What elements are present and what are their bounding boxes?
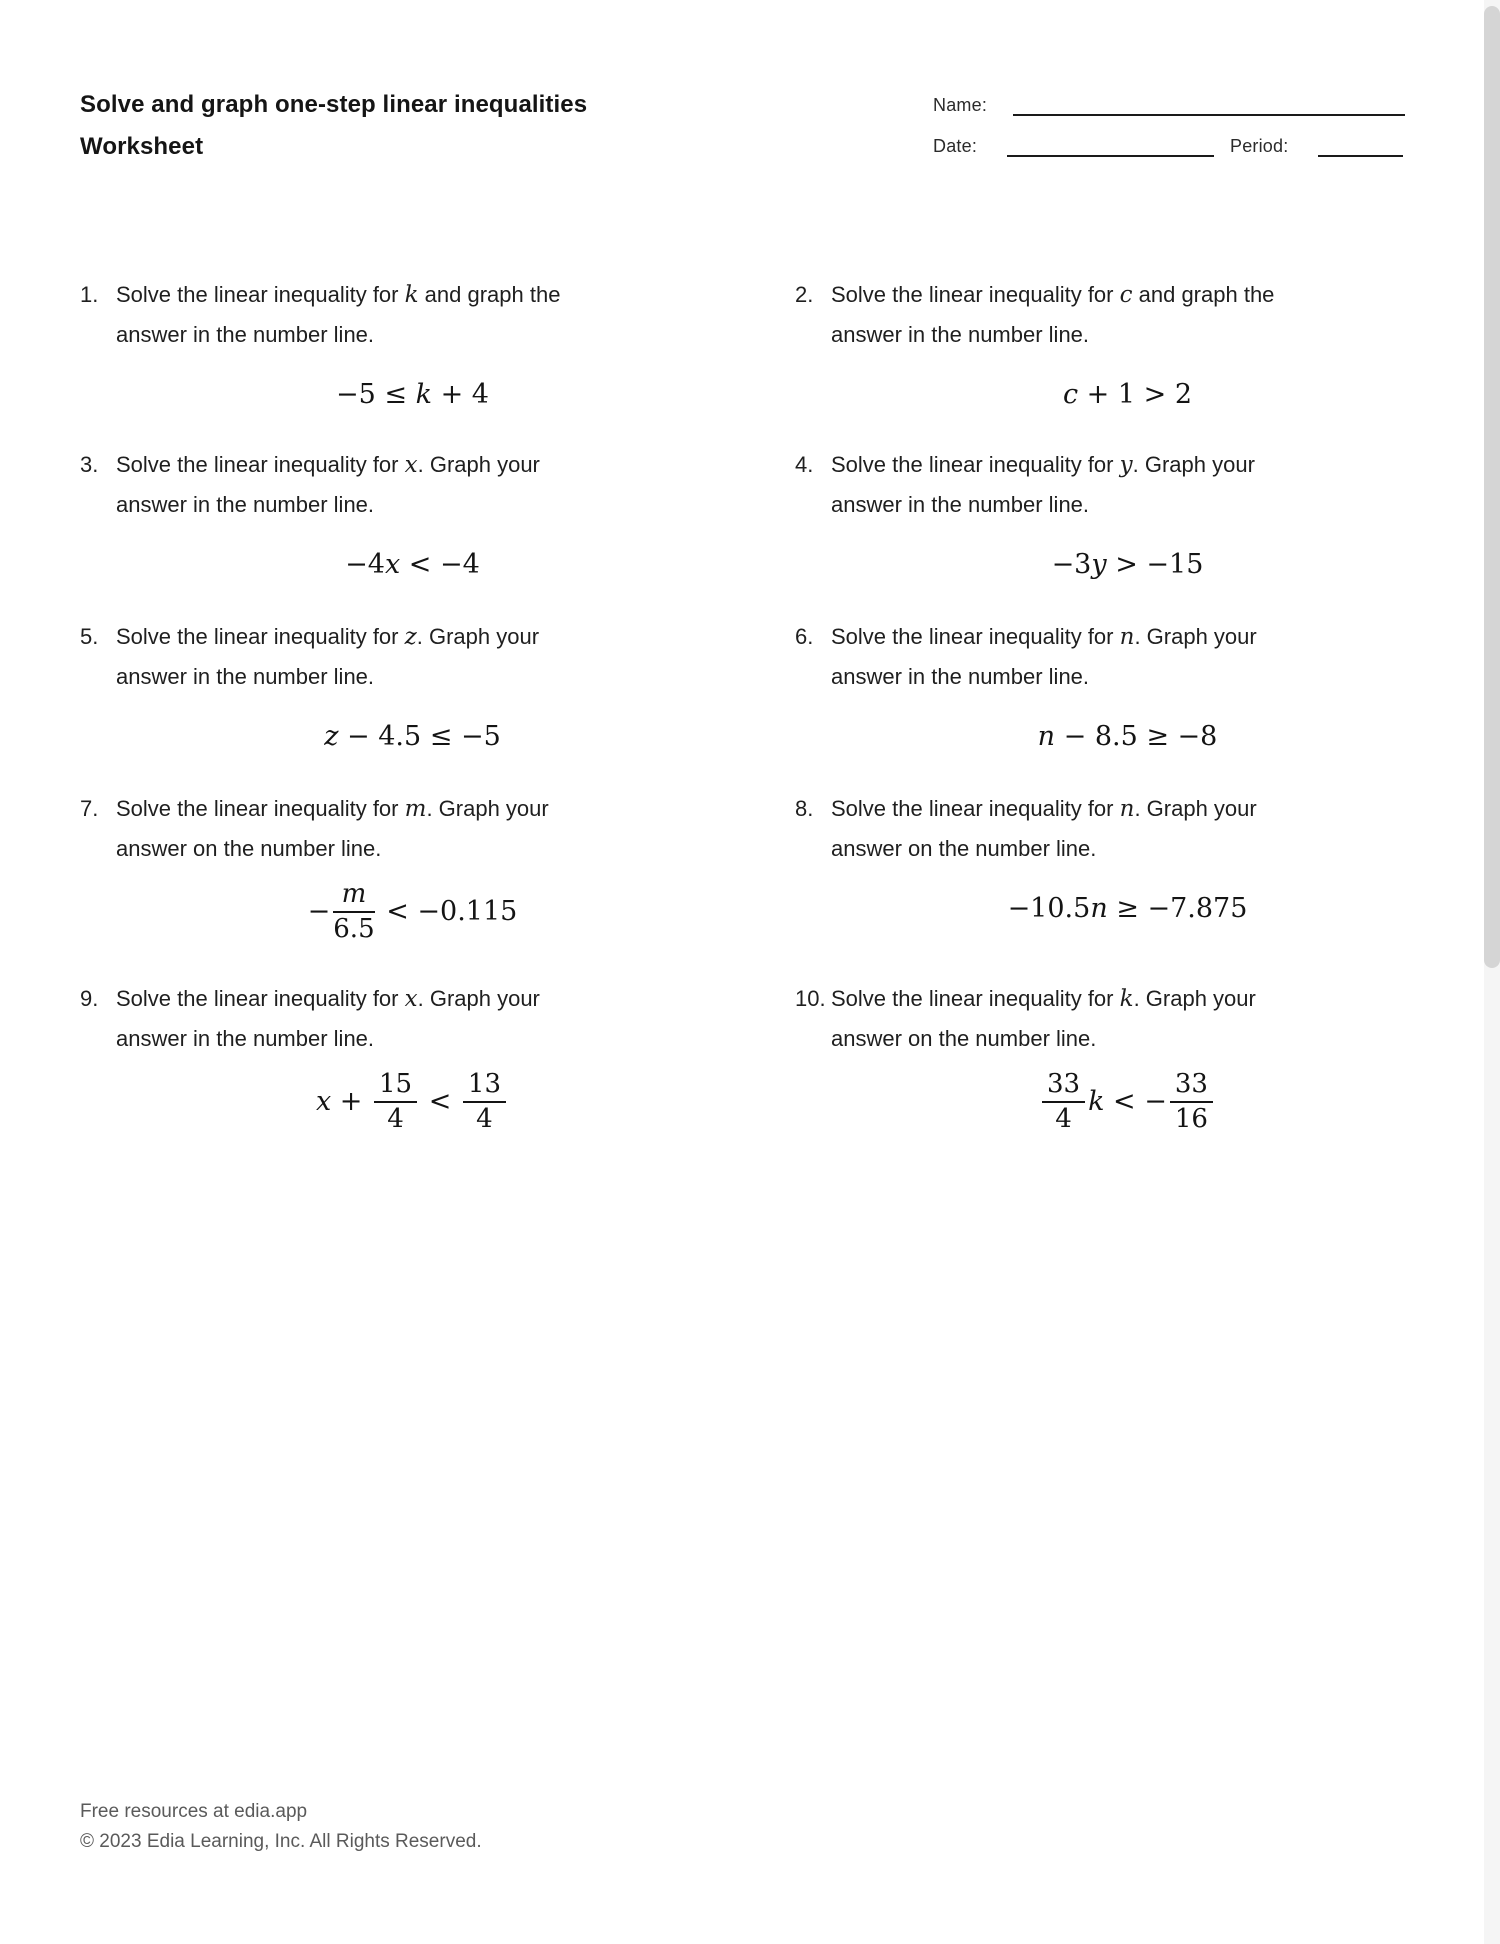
math-text: − 8.5 ≥ −8 [1055, 721, 1218, 752]
math-text: + 1 > 2 [1078, 379, 1193, 410]
prompt-text: answer in the number line. [116, 664, 375, 689]
problem-item [795, 979, 1460, 1135]
math-text: ≥ −7.875 [1107, 893, 1248, 924]
problem-prompt [116, 445, 745, 525]
problem-prompt [116, 617, 745, 697]
fraction [463, 1071, 506, 1134]
prompt-text: and graph the [1132, 282, 1275, 307]
math-variable: k [404, 282, 419, 308]
math-text: < − [1104, 1085, 1167, 1117]
prompt-text: Solve the linear inequality for [831, 282, 1120, 307]
math-variable: k [1088, 1085, 1105, 1117]
math-text: < −0.115 [377, 895, 518, 927]
problem-head [80, 617, 745, 697]
problem-number: 4. [795, 452, 814, 477]
problem-item [795, 617, 1460, 789]
problem-number: 10. [795, 986, 826, 1011]
period-label: Period: [1230, 136, 1289, 156]
prompt-text: . Graph your [1132, 452, 1255, 477]
math-variable: k [1119, 986, 1134, 1012]
prompt-text: answer in the number line. [831, 492, 1090, 517]
problem-number: 6. [795, 624, 814, 649]
math-variable: n [1119, 624, 1135, 650]
math-variable: n [1119, 796, 1135, 822]
problem-head [80, 979, 745, 1059]
prompt-text: Solve the linear inequality for [116, 452, 405, 477]
prompt-text: and graph the [418, 282, 561, 307]
prompt-text: . Graph your [1134, 796, 1257, 821]
math-text: −3 [1051, 549, 1092, 580]
fraction [1042, 1071, 1085, 1134]
math-variable: x [404, 986, 418, 1012]
math-variable: c [1062, 379, 1079, 410]
fraction-denominator: 6.5 [333, 914, 375, 945]
problem-head [795, 979, 1460, 1059]
page-footer [80, 1797, 482, 1857]
prompt-text: Solve the linear inequality for [831, 796, 1120, 821]
problem-head [80, 445, 745, 525]
problem-equation [80, 879, 745, 945]
problem-item [80, 617, 745, 789]
page-title-line1: Solve and graph one-step linear inequalities [80, 91, 588, 118]
problem-equation [795, 1069, 1460, 1135]
math-variable: y [1091, 549, 1107, 580]
problem-item [795, 275, 1460, 445]
problem-prompt [831, 789, 1460, 869]
problem-number: 1. [80, 282, 99, 307]
problem-item [795, 445, 1460, 617]
prompt-text: answer on the number line. [831, 1026, 1097, 1051]
problem-equation [795, 367, 1460, 423]
math-text: −10.5 [1007, 893, 1091, 924]
scrollbar-track[interactable] [1484, 0, 1500, 1944]
prompt-text: Solve the linear inequality for [116, 796, 405, 821]
prompt-text: answer on the number line. [116, 836, 382, 861]
period-blank-line [1318, 155, 1403, 157]
fraction [333, 881, 374, 944]
math-text: −5 ≤ [336, 379, 416, 410]
math-variable: x [384, 549, 401, 580]
prompt-text: . Graph your [426, 796, 549, 821]
scrollbar-thumb[interactable] [1484, 6, 1500, 968]
prompt-text: answer in the number line. [116, 492, 375, 517]
math-text: < [420, 1085, 460, 1117]
problem-equation [795, 537, 1460, 593]
fraction [374, 1071, 417, 1134]
prompt-text: . Graph your [417, 452, 540, 477]
math-variable: n [1037, 721, 1056, 752]
problem-equation [80, 537, 745, 593]
prompt-text: answer in the number line. [116, 322, 375, 347]
math-variable: y [1119, 452, 1133, 478]
math-variable: z [404, 624, 417, 650]
problem-prompt [831, 617, 1460, 697]
prompt-text: . Graph your [1134, 624, 1257, 649]
footer-copyright-text: © 2023 Edia Learning, Inc. All Rights Reserved. [80, 1831, 482, 1852]
fraction-numerator: 33 [1042, 1071, 1085, 1103]
problem-prompt [831, 275, 1460, 355]
page-title-line2: Worksheet [80, 133, 204, 160]
problem-head [795, 789, 1460, 869]
problem-head [80, 789, 745, 869]
fraction-denominator: 4 [387, 1104, 404, 1135]
problem-item [795, 789, 1460, 979]
problem-number: 7. [80, 796, 99, 821]
math-variable: x [315, 1085, 332, 1117]
problem-equation [795, 709, 1460, 765]
date-label: Date: [933, 136, 978, 156]
fraction [1170, 1071, 1213, 1134]
math-text: + 4 [432, 379, 489, 410]
math-variable: z [324, 721, 339, 752]
problem-equation [80, 709, 745, 765]
math-variable: c [1119, 282, 1133, 308]
math-variable: n [1090, 893, 1108, 924]
problem-number: 2. [795, 282, 814, 307]
fraction-numerator: 15 [374, 1071, 417, 1103]
fraction-numerator: 33 [1170, 1071, 1213, 1103]
problem-prompt [116, 979, 745, 1059]
fraction-denominator: 16 [1174, 1104, 1208, 1135]
problem-number: 9. [80, 986, 99, 1011]
name-label: Name: [933, 95, 988, 115]
page-title [80, 84, 700, 168]
problem-head [795, 617, 1460, 697]
problem-number: 3. [80, 452, 99, 477]
name-blank-line [1013, 114, 1405, 116]
prompt-text: Solve the linear inequality for [116, 986, 405, 1011]
math-variable: x [404, 452, 418, 478]
fraction-denominator: 4 [1055, 1104, 1072, 1135]
date-blank-line [1007, 155, 1214, 157]
problem-number: 5. [80, 624, 99, 649]
prompt-text: answer in the number line. [831, 322, 1090, 347]
prompt-text: Solve the linear inequality for [116, 282, 405, 307]
problem-head [795, 275, 1460, 355]
problem-prompt [831, 979, 1460, 1059]
footer-resources-text: Free resources at edia.app [80, 1801, 308, 1822]
problem-equation [80, 367, 745, 423]
prompt-text: answer on the number line. [831, 836, 1097, 861]
prompt-text: Solve the linear inequality for [831, 986, 1120, 1011]
prompt-text: Solve the linear inequality for [831, 452, 1120, 477]
prompt-text: . Graph your [1133, 986, 1256, 1011]
prompt-text: . Graph your [416, 624, 540, 649]
math-text: > −15 [1106, 549, 1204, 580]
math-text: − [307, 895, 331, 927]
math-text: < −4 [400, 549, 480, 580]
math-text: + [331, 1085, 372, 1117]
prompt-text: answer in the number line. [831, 664, 1090, 689]
problem-item [80, 275, 745, 445]
problem-prompt [116, 275, 745, 355]
problem-head [80, 275, 745, 355]
problem-item [80, 445, 745, 617]
problem-equation [80, 1069, 745, 1135]
math-variable: m [404, 796, 427, 822]
problem-prompt [831, 445, 1460, 525]
problem-head [795, 445, 1460, 525]
math-text: −4 [345, 549, 385, 580]
fraction-denominator: 4 [476, 1104, 493, 1135]
fraction-numerator: 13 [463, 1071, 506, 1103]
math-variable: k [415, 379, 432, 410]
prompt-text: . Graph your [417, 986, 540, 1011]
prompt-text: Solve the linear inequality for [831, 624, 1120, 649]
math-text: − 4.5 ≤ −5 [338, 721, 501, 752]
problem-item [80, 789, 745, 979]
problem-prompt [116, 789, 745, 869]
prompt-text: Solve the linear inequality for [116, 624, 405, 649]
fraction-numerator: m [333, 881, 374, 913]
prompt-text: answer in the number line. [116, 1026, 375, 1051]
problem-number: 8. [795, 796, 814, 821]
problem-item [80, 979, 745, 1135]
problem-equation [795, 881, 1460, 937]
problem-list [80, 275, 1460, 1135]
